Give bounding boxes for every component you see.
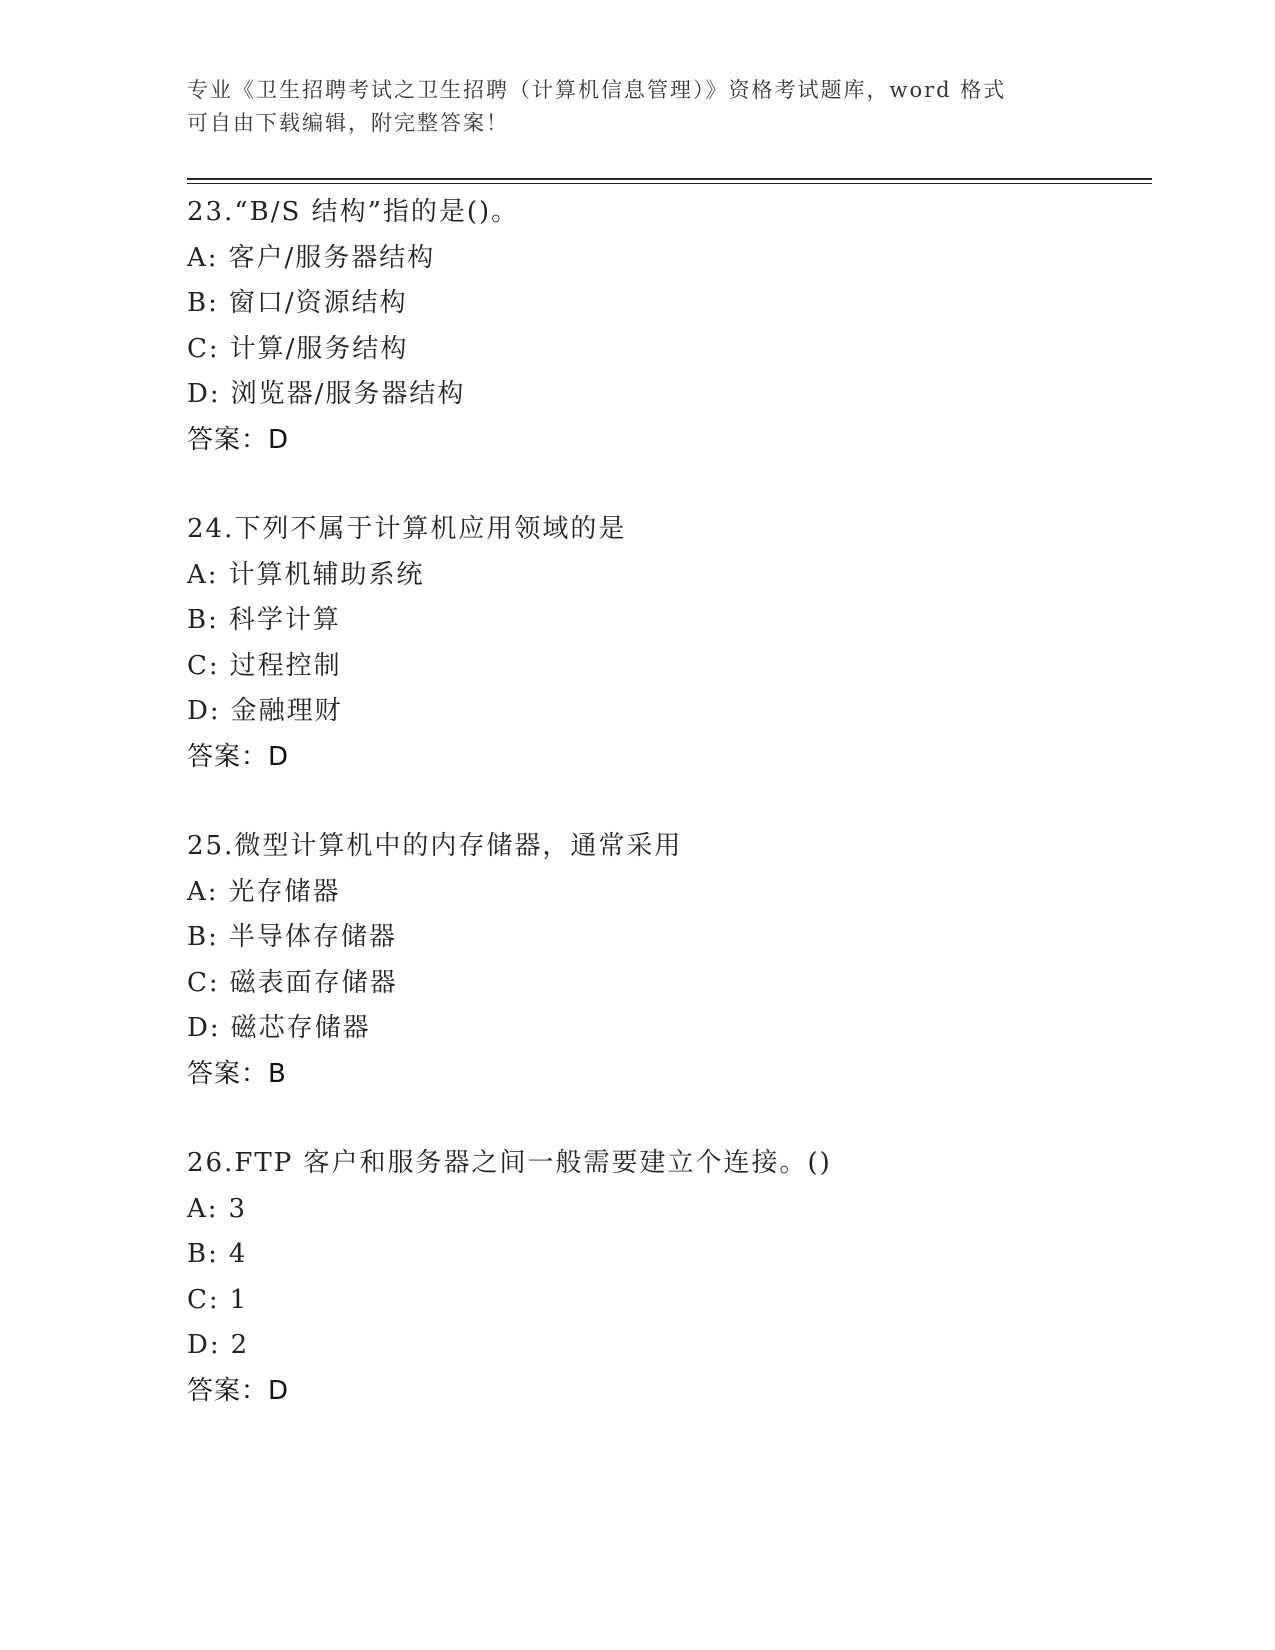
option-text: 1 bbox=[229, 1284, 249, 1315]
answer-line bbox=[187, 1369, 1147, 1415]
option-text: 窗口/资源结构 bbox=[228, 288, 408, 318]
option-text: 3 bbox=[228, 1193, 248, 1224]
option-b bbox=[187, 1232, 1147, 1278]
option-text: 4 bbox=[228, 1239, 248, 1269]
option-b bbox=[187, 281, 1147, 327]
question-25 bbox=[187, 824, 1147, 1097]
option-label: D: bbox=[187, 1330, 221, 1360]
option-label: A: bbox=[187, 559, 219, 590]
option-c bbox=[187, 327, 1147, 373]
option-b bbox=[187, 915, 1147, 961]
option-d bbox=[187, 1006, 1147, 1052]
option-label: A: bbox=[187, 242, 219, 273]
option-d bbox=[187, 1323, 1147, 1369]
option-text: 光存储器 bbox=[228, 876, 341, 907]
option-c bbox=[187, 644, 1147, 690]
option-label: C: bbox=[187, 1284, 220, 1315]
question-26 bbox=[187, 1141, 1147, 1414]
option-text: 客户/服务器结构 bbox=[228, 242, 436, 273]
option-text: 过程控制 bbox=[229, 650, 342, 681]
answer-line bbox=[187, 1052, 1147, 1098]
header-divider-thick bbox=[187, 178, 1152, 180]
question-stem: 26.FTP 客户和服务器之间一般需要建立个连接。() bbox=[187, 1148, 832, 1178]
option-label: B: bbox=[187, 605, 219, 635]
answer-line bbox=[187, 418, 1147, 464]
answer-prefix: 答案： bbox=[187, 424, 269, 455]
question-stem: 24.下列不属于计算机应用领域的是 bbox=[187, 514, 627, 544]
option-c bbox=[187, 961, 1147, 1007]
answer-value: B bbox=[268, 1058, 287, 1089]
header-line-1: 专业《卫生招聘考试之卫生招聘（计算机信息管理）》资格考试题库，word 格式 bbox=[187, 78, 1007, 102]
option-label: C: bbox=[187, 650, 220, 681]
answer-value: D bbox=[268, 424, 290, 455]
option-label: A: bbox=[187, 1193, 219, 1224]
question-stem: 25.微型计算机中的内存储器，通常采用 bbox=[187, 831, 683, 861]
answer-line bbox=[187, 735, 1147, 781]
option-c bbox=[187, 1278, 1147, 1324]
question-stem: 23.“B/S 结构”指的是()。 bbox=[187, 197, 520, 227]
option-text: 金融理财 bbox=[230, 696, 343, 726]
option-b bbox=[187, 598, 1147, 644]
answer-prefix: 答案： bbox=[187, 1058, 269, 1089]
option-label: D: bbox=[187, 379, 221, 409]
header-divider-thin bbox=[187, 183, 1152, 184]
header-line-2: 可自由下载编辑，附完整答案！ bbox=[187, 111, 509, 135]
option-a bbox=[187, 870, 1147, 916]
answer-value: D bbox=[268, 741, 290, 772]
option-a bbox=[187, 1187, 1147, 1233]
option-text: 计算机辅助系统 bbox=[228, 559, 425, 590]
question-24 bbox=[187, 507, 1147, 780]
option-text: 半导体存储器 bbox=[228, 922, 397, 952]
option-d bbox=[187, 689, 1147, 735]
option-text: 浏览器/服务器结构 bbox=[230, 379, 466, 409]
option-label: C: bbox=[187, 967, 220, 998]
question-23 bbox=[187, 190, 1147, 463]
answer-prefix: 答案： bbox=[187, 741, 269, 772]
answer-prefix: 答案： bbox=[187, 1375, 269, 1406]
option-label: D: bbox=[187, 1013, 221, 1043]
option-label: A: bbox=[187, 876, 219, 907]
option-text: 磁芯存储器 bbox=[230, 1013, 371, 1043]
option-a bbox=[187, 236, 1147, 282]
option-d bbox=[187, 372, 1147, 418]
option-label: C: bbox=[187, 333, 220, 364]
document-header bbox=[187, 74, 1087, 140]
option-text: 计算/服务结构 bbox=[229, 333, 409, 364]
option-label: B: bbox=[187, 922, 219, 952]
answer-value: D bbox=[268, 1375, 290, 1406]
option-a bbox=[187, 553, 1147, 599]
option-text: 磁表面存储器 bbox=[229, 967, 398, 998]
option-text: 2 bbox=[230, 1330, 250, 1360]
option-text: 科学计算 bbox=[228, 605, 341, 635]
option-label: B: bbox=[187, 288, 219, 318]
question-list bbox=[187, 190, 1147, 1458]
option-label: B: bbox=[187, 1239, 219, 1269]
option-label: D: bbox=[187, 696, 221, 726]
